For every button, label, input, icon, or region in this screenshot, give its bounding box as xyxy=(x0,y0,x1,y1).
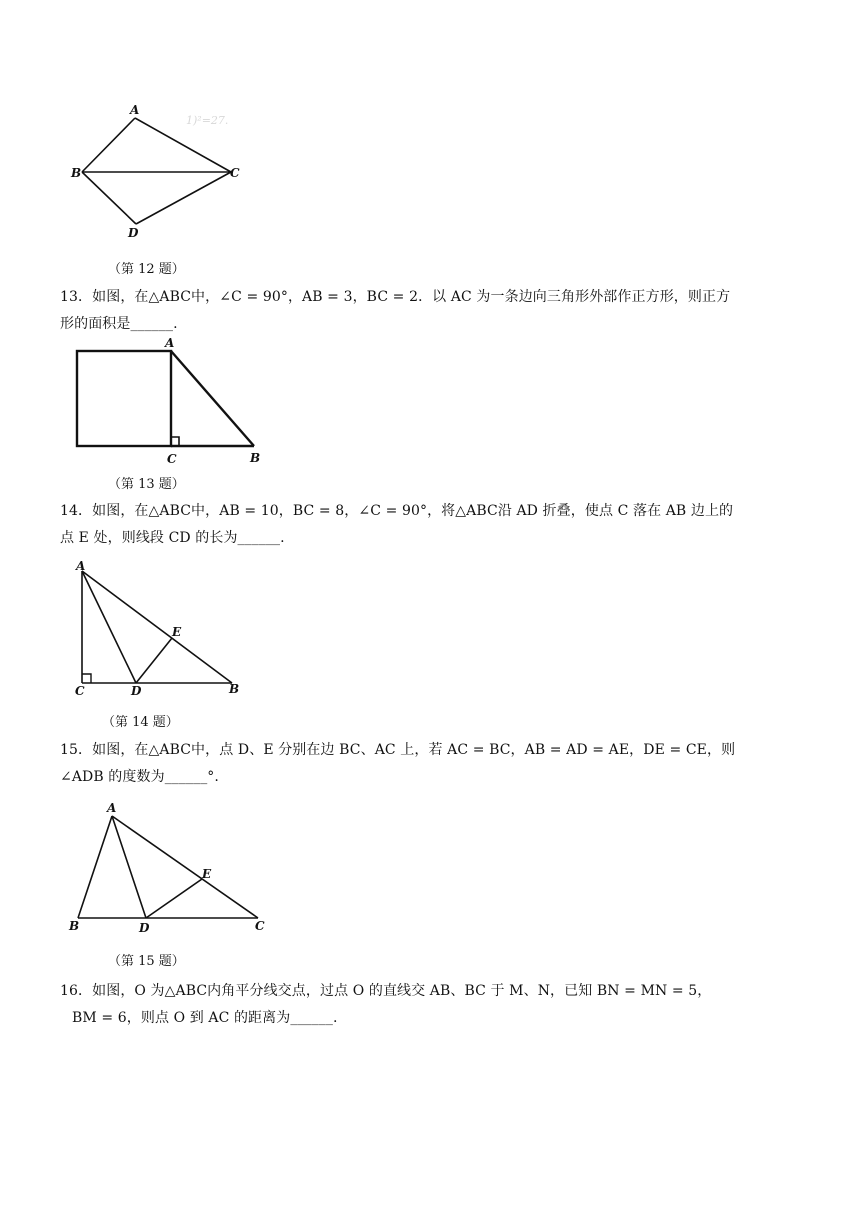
vertex-label-d: D xyxy=(128,226,139,240)
question-16-line-1: 16．如图，O 为△ABC内角平分线交点，过点 O 的直线交 AB、BC 于 M、N，已知 BN = MN = 5， xyxy=(60,983,712,999)
question-14-line-2: 点 E 处，则线段 CD 的长为______. xyxy=(60,530,285,546)
vertex-label-b: B xyxy=(71,166,82,180)
vertex-label-b: B xyxy=(229,682,240,696)
segment-ad xyxy=(82,571,136,683)
figure-13-diagram xyxy=(68,334,268,464)
vertex-label-a: A xyxy=(165,336,175,350)
segment-ab xyxy=(82,118,135,172)
vertex-label-c: C xyxy=(230,166,240,180)
vertex-label-d: D xyxy=(131,684,142,698)
vertex-label-a: A xyxy=(130,103,140,117)
segment-de xyxy=(146,879,202,918)
vertex-label-c: C xyxy=(255,919,265,933)
figure-15-diagram xyxy=(64,796,274,936)
vertex-label-b: B xyxy=(69,919,80,933)
figure-12 xyxy=(68,100,268,245)
figure-12-diagram xyxy=(68,100,268,245)
figure-15-caption: （第 15 题） xyxy=(108,954,185,969)
figure-14-caption: （第 14 题） xyxy=(102,715,179,730)
vertex-label-b: B xyxy=(250,451,261,464)
figure-13 xyxy=(68,334,268,464)
vertex-label-d: D xyxy=(139,921,150,935)
figure-14 xyxy=(68,556,268,701)
segment-ab xyxy=(171,351,254,446)
figure-12-caption: （第 12 题） xyxy=(108,262,185,277)
vertex-label-e: E xyxy=(202,867,212,881)
segment-bd xyxy=(82,172,136,224)
segment-ad xyxy=(112,816,146,918)
segment-de xyxy=(136,638,172,683)
segment-ab xyxy=(82,571,232,683)
vertex-label-a: A xyxy=(76,559,86,573)
segment-ac xyxy=(112,816,258,918)
figure-15 xyxy=(64,796,274,936)
right-angle-mark xyxy=(82,674,91,683)
vertex-label-c: C xyxy=(75,684,85,698)
vertex-label-c: C xyxy=(167,452,177,464)
segment-dc xyxy=(136,172,231,224)
question-15-line-1: 15．如图，在△ABC中，点 D、E 分别在边 BC、AC 上，若 AC = BC，AB = AD = AE，DE = CE，则 xyxy=(60,742,736,758)
question-14-line-1: 14．如图，在△ABC中，AB = 10，BC = 8，∠C = 90°，将△ABC沿 AD 折叠，使点 C 落在 AB 边上的 xyxy=(60,503,734,519)
segment-ab xyxy=(78,816,112,918)
question-16-line-2: BM = 6，则点 O 到 AC 的距离为______. xyxy=(72,1010,338,1026)
question-15-line-2: ∠ADB 的度数为______°. xyxy=(60,769,219,785)
question-13-line-1: 13．如图，在△ABC中，∠C = 90°，AB = 3，BC = 2．以 AC 为一条边向三角形外部作正方形，则正方 xyxy=(60,289,731,305)
figure-13-caption: （第 13 题） xyxy=(108,477,185,492)
figure-12-ghost-text: 1)²=27. xyxy=(186,114,229,127)
vertex-label-e: E xyxy=(172,625,182,639)
figure-14-diagram xyxy=(68,556,268,701)
square-on-ac xyxy=(77,351,171,446)
question-13-line-2: 形的面积是______. xyxy=(60,316,178,332)
vertex-label-a: A xyxy=(107,801,117,815)
